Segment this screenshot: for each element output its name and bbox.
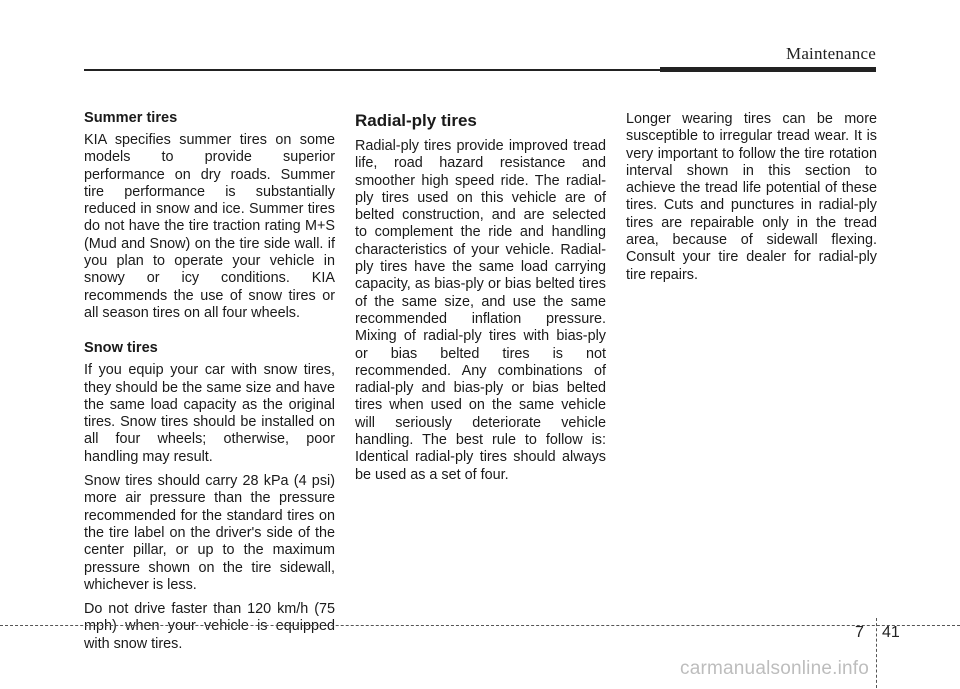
section-title: Maintenance	[786, 44, 876, 63]
radial-ply-heading: Radial-ply tires	[355, 111, 477, 130]
summer-tires-heading: Summer tires	[84, 110, 178, 126]
summer-tires-text: KIA specifies summer tires on some models to provide superior performance on dry roads. Summer tire performance is substantially reduced in snow and ice. Summer tires do not have the tire traction rating M+S (Mud and Snow) on the tire side wall. if you plan to operate your vehicle in snowy or icy conditions. KIA recommends the use of snow tires or all season tires on all four wheels.	[84, 132, 335, 321]
snow-tires-text-2: Snow tires should carry 28 kPa (4 psi) more air pressure than the pressure recommended for the standard tires on the tire label on the driver's side of the center pillar, or up to the maximum pressure shown on the tire sidewall, whichever is less.	[84, 473, 335, 593]
column-left	[84, 110, 335, 660]
snow-tires-text-1: If you equip your car with snow tires, they should be the same size and have the same load capacity as the original tires. Snow tires should be installed on all four wheels; otherwise, poor handling may result.	[84, 362, 335, 465]
column-middle	[355, 111, 606, 491]
footer-rule	[0, 625, 960, 626]
radial-ply-text: Radial-ply tires provide improved tread life, road hazard resistance and smoother high speed ride. The radial-ply tires used on this vehicle are of belted construction, and are selected to complement the ride and handling characteristics of your vehicle. Radial-ply tires have the same load carrying capacity, as bias-ply or bias belted tires of the same size, and use the same recommended inflation pressure. Mixing of radial-ply tires with bias-ply or bias belted tires is not recommended. Any combinations of radial-ply and bias-ply or bias belted tires when used on the same vehicle will seriously deteriorate vehicle handling. The best rule to follow is: Identical radial-ply tires should always be used as a set of four.	[355, 138, 606, 483]
snow-tires-text-3: Do not drive faster than 120 km/h (75 mph) when your vehicle is equipped with snow tires.	[84, 601, 335, 652]
watermark: carmanualsonline.info	[680, 658, 870, 679]
chapter-number: 7	[855, 624, 864, 641]
column-right	[626, 111, 877, 291]
page-number: 41	[882, 624, 900, 641]
snow-tires-heading: Snow tires	[84, 340, 158, 357]
page-divider	[876, 618, 877, 688]
tread-wear-text: Longer wearing tires can be more susceptible to irregular tread wear. It is very important to follow the tire rotation interval shown in this section to achieve the tread life potential of these tires. Cuts and punctures in radial-ply tires are repairable only in the tread area, because of sidewall flexing. Consult your tire dealer for radial-ply tire repairs.	[626, 111, 877, 283]
header-rule-thick	[660, 67, 876, 72]
header-rule-thin	[84, 69, 660, 71]
